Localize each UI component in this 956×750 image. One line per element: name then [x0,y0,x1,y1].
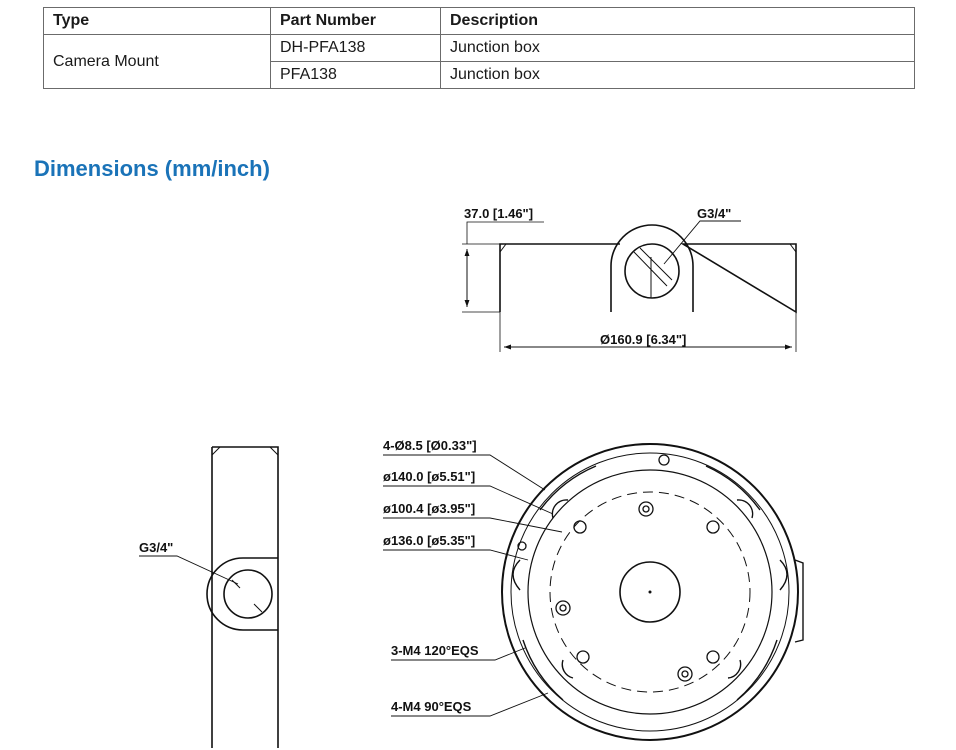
height-dimension-label: 37.0 [1.46"] [464,206,534,221]
pcd-140-label: ø140.0 [ø5.51"] [383,469,476,484]
cell-part-number: DH-PFA138 [271,35,441,62]
pcd-136-label: ø136.0 [ø5.35"] [383,533,476,548]
section-title: Dimensions (mm/inch) [34,156,270,181]
cell-description: Junction box [441,35,915,62]
thread-top-label: G3/4" [697,206,732,221]
cell-type: Camera Mount [44,35,271,89]
m4-3-label: 3-M4 120°EQS [391,643,479,658]
side-view-left [139,447,278,748]
thread-side-label: G3/4" [139,540,174,555]
holes-diameter-label: 4-Ø8.5 [Ø0.33"] [383,438,477,453]
header-part-number: Part Number [271,8,441,35]
header-description: Description [441,8,915,35]
cell-part-number: PFA138 [271,62,441,89]
diameter-dimension-label: Ø160.9 [6.34"] [600,332,687,347]
m4-4-label: 4-M4 90°EQS [391,699,472,714]
cell-description: Junction box [441,62,915,89]
plan-view [383,444,803,740]
pcd-100-label: ø100.4 [ø3.95"] [383,501,476,516]
header-type: Type [44,8,271,35]
